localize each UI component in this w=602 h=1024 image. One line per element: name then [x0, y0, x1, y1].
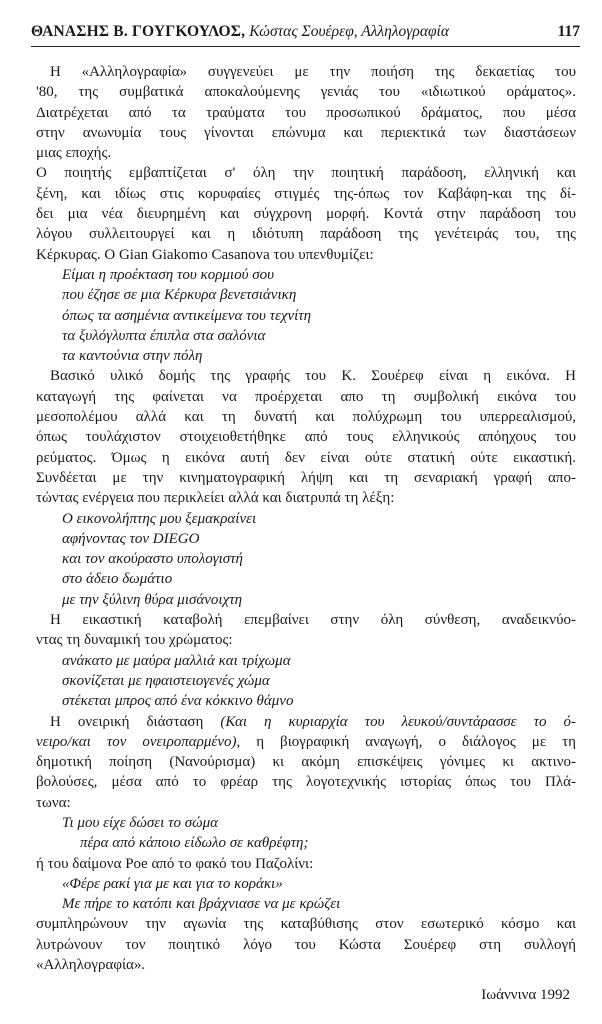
poem-line: Τι μου είχε δώσει το σώμα [62, 814, 218, 831]
text-line: όπως τουλάχιστον στοιχειοθετήθηκε από τους ελληνικούς απόηχους του [36, 429, 576, 446]
poem-line: που έζησε σε μια Κέρκυρα βενετσιάνικη [62, 287, 297, 304]
place-date-signature: Ιωάννινα 1992 [481, 987, 570, 1004]
text-line: ή του δαίμονα Poe από το φακό του Παζολίνι: [36, 855, 314, 872]
text-line: Κέρκυρας. O Gian Giakomo Casanova του υπενθυμίζει: [36, 246, 374, 263]
text-line: Διατρέχεται από τα τραύματα του προσωπικού δράματος, που μέσα [36, 104, 576, 121]
text-line: δει μια νέα διευρημένη και σύγχρονη μορφή. Κοντά στην παράδοση του [36, 206, 576, 223]
text-line: ντας τη δυναμική του χρώματος: [36, 632, 233, 649]
quote-fragment: νειρο/και τον ονειροπαρμένο) [36, 733, 237, 750]
poem-line: σκονίζεται με ηφαιστειογενές χώμα [62, 672, 270, 689]
poem-line: τα καντούνια στην πόλη [62, 348, 203, 365]
text-line: Ο ποιητής εμβαπτίζεται σ' όλη την ποιητική παράδοση, ελληνική και [36, 165, 576, 182]
poem-line: Ο εικονολήπτης μου ξεμακραίνει [62, 510, 257, 527]
text-line [36, 712, 576, 732]
running-header [31, 22, 580, 42]
body-text [36, 62, 576, 1006]
poem-line: αφήνοντας τον DIEGO [62, 530, 200, 547]
text-line: δημοτική ποίηση (Νανούρισμα) κι ακόμη επισκέψεις γόνιμες κι ακτινο- [36, 754, 576, 771]
text-line: λυτρώνουν τον ποιητικό λόγο του Κώστα Σουέρεφ στη συλλογή [36, 936, 576, 953]
text-line [36, 732, 576, 752]
poem-line: στέκεται μπρος από ένα κόκκινο θάμνο [62, 693, 294, 710]
text-line: τώντας ενέργεια που περικλείει αλλά και διατρυπά τη λέξη: [36, 490, 395, 507]
header-author: ΘΑΝΑΣΗΣ Β. ΓΟΥΓΚΟΥΛΟΣ, [31, 23, 250, 40]
poem-line: «Φέρε ρακί για με και για το κοράκι» [62, 875, 283, 892]
poem-line: Με πήρε το κατόπι και βράχνιασε να με κρώζει [62, 896, 341, 913]
poem-line: Είμαι η προέκταση του κορμιού σου [62, 266, 275, 283]
text-line: Η εικαστική καταβολή επεμβαίνει στην όλη σύνθεση, αναδεικνύο- [50, 612, 576, 629]
poem-line: τα ξυλόγλυπτα έπιπλα στα σαλόνια [62, 327, 266, 344]
text-line: «Αλληλογραφία». [36, 957, 146, 974]
text-line: μιας εποχής. [36, 145, 112, 162]
text-fragment: Η ονειρική διάσταση [50, 713, 221, 730]
text-line: Συνδέεται με την κινηματογραφική λήψη και τη σεναριακή γραφή απο- [36, 469, 576, 486]
text-line: ρεύματος. Όμως η εικόνα αυτή δεν είναι ούτε στατική ούτε εικαστική. [36, 449, 576, 466]
text-line: στην ανωνυμία τους γίνονται επώνυμα και περιεκτικά των διαστάσεων [36, 124, 576, 141]
poem-line: όπως τα ασημένια αντικείμενα του τεχνίτη [62, 307, 312, 324]
quote-fragment: (Και η κυριαρχία του λευκού/συντάρασσε το ό- [220, 713, 576, 730]
text-line: ξένη, και ιδίως στις κορυφαίες στιγμές της-όπως τον Καβάφη-και της δί- [36, 185, 576, 202]
text-line: '80, της συμβατικά αποκαλούμενης γενιάς του «ιδιωτικού οράματος». [36, 84, 576, 101]
text-line: μεσοπολέμου αλλά και τη δυνατή και πολύχρωμη του υπερρεαλισμού, [36, 409, 576, 426]
poem-line: ανάκατο με μαύρα μαλλιά και τρίχωμα [62, 652, 291, 669]
poem-line: με την ξύλινη θύρα μισάνοιχτη [62, 591, 243, 608]
text-line: λόγου συλλειτουργεί και η ιδιότυπη παράδοση της γενέτειράς του, της [36, 226, 576, 243]
text-line: Η «Αλληλογραφία» συγγενεύει με την ποιήση της δεκαετίας του [50, 64, 576, 80]
poem-line: πέρα από κάποιο είδωλο σε καθρέφτη; [80, 835, 309, 852]
poem-line: και τον ακούραστο υπολογιστή [62, 551, 243, 568]
poem-line: στο άδειο δωμάτιο [62, 571, 173, 588]
text-fragment: , η βιογραφική αναγωγή, ο διάλογος με τη [236, 733, 576, 750]
page-number: 117 [557, 23, 580, 40]
text-line: τωνα: [36, 794, 71, 811]
text-line: συμπληρώνουν την αγωνία της καταβύθισης στον εσωτερικό κόσμο και [36, 916, 576, 933]
text-line: βολούσες, μέσα από το φρέαρ της λογοτεχνικής ιστορίας όπως του Πλά- [36, 774, 576, 791]
text-line: Βασικό υλικό δομής της γραφής του Κ. Σουέρεφ είναι η εικόνα. Η [50, 368, 576, 385]
header-rule [31, 46, 580, 47]
header-title: Κώστας Σουέρεφ, Αλληλογραφία [249, 23, 450, 40]
text-line: καταγωγή της φαίνεται να προέρχεται απο τη συμβολική εικόνα του [36, 388, 576, 405]
